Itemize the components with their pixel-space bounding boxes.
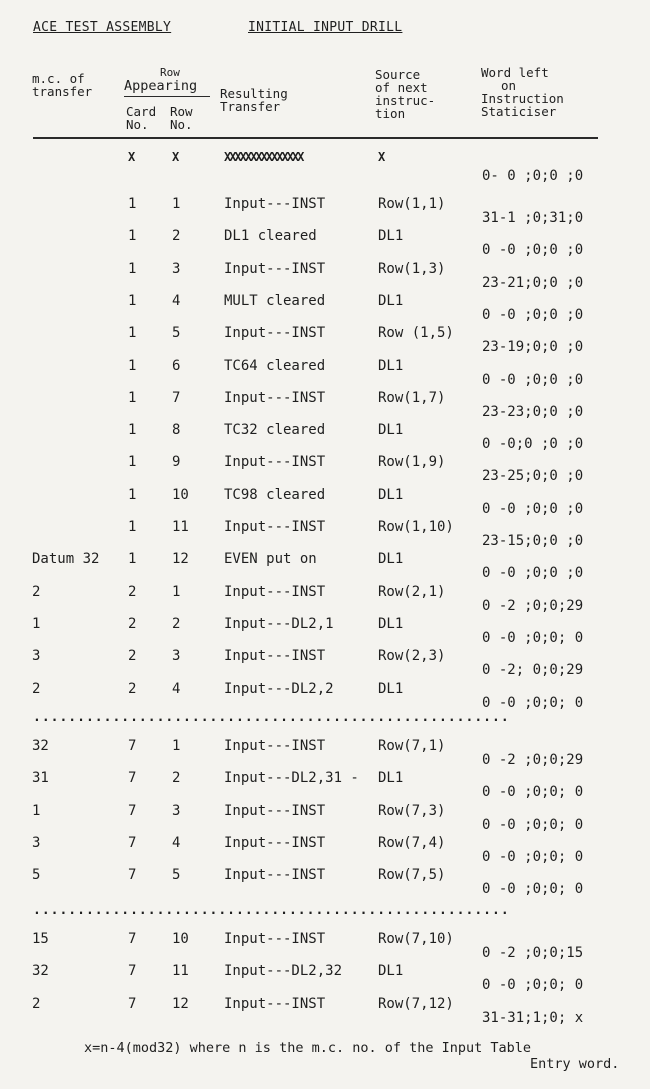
transfer-cell: Input---DL2,1: [224, 615, 334, 632]
source-cell: DL1: [378, 228, 404, 245]
word-cell: 31-31;1;0; x: [482, 1009, 584, 1026]
row-no-cell: 1: [172, 196, 181, 212]
table-row: [0, 931, 650, 963]
transfer-cell: Input---INST: [224, 519, 326, 535]
source-cell: Row(1,7): [378, 389, 446, 406]
row-no-cell: 3: [172, 802, 181, 819]
table-row: [0, 996, 650, 1028]
card-no-cell: 1: [128, 228, 137, 245]
transfer-cell: Input---DL2,32: [224, 963, 343, 980]
footnote: x=n-4(mod32) where n is the m.c. no. of the Input Table Entry word.: [84, 1040, 620, 1072]
transfer-cell: Input---INST: [224, 648, 326, 665]
source-cell: DL1: [378, 486, 404, 503]
source-cell: Row(7,4): [378, 834, 446, 851]
header-word: Word left on Instruction Staticiser: [481, 65, 564, 119]
mc-cell: 15: [32, 931, 49, 947]
mc-cell: 3: [32, 648, 41, 665]
row-no-cell: 1: [172, 583, 181, 600]
card-no-cell: 1: [128, 551, 137, 568]
card-no-cell: 1: [128, 260, 137, 277]
dotted-separator: ......................................................: [33, 710, 510, 725]
card-no-cell: 2: [128, 680, 137, 697]
card-no-cell: 2: [128, 648, 137, 665]
transfer-cell: Input---DL2,2: [224, 680, 334, 697]
transfer-cell: Input---INST: [224, 802, 326, 819]
mc-cell: 1: [32, 802, 41, 819]
source-cell: Row(1,3): [378, 260, 446, 277]
word-cell: 23-23;0;0 ;0: [482, 403, 584, 420]
transfer-cell: TC98 cleared: [224, 486, 326, 503]
header-underline: [124, 96, 210, 97]
word-cell: 0 -0;0 ;0 ;0: [482, 436, 584, 453]
row-no-cell: 6: [172, 357, 181, 374]
word-cell: 0 -0 ;0;0; 0: [482, 977, 584, 994]
header-row-top: Row: [160, 66, 180, 79]
card-no-cell: 1: [128, 389, 137, 406]
mc-cell: 32: [32, 963, 49, 980]
source-cell: Row(1,9): [378, 454, 446, 471]
row-no-cell: 2: [172, 615, 181, 632]
row-no-cell: 4: [172, 292, 181, 309]
card-no-cell: 1: [128, 454, 137, 471]
document-title: ACE TEST ASSEMBLY: [33, 20, 172, 35]
row-no-cell: 11: [172, 519, 189, 535]
table-row: [0, 584, 650, 616]
row-no-cell: 2: [172, 770, 181, 787]
row-no-cell: 9: [172, 454, 181, 471]
card-no-cell: 1: [128, 486, 137, 503]
card-no-cell: 1: [128, 357, 137, 374]
card-no-cell: 7: [128, 770, 137, 787]
transfer-cell: Input---INST: [224, 196, 326, 212]
transfer-cell: Input---INST: [224, 583, 326, 600]
source-cell: DL1: [378, 292, 404, 309]
table-row: [0, 835, 650, 867]
initial-word: 0- 0 ;0;0 ;0: [482, 168, 584, 184]
mc-cell: 5: [32, 867, 41, 884]
source-cell: DL1: [378, 963, 404, 980]
source-cell: Row(7,12): [378, 995, 454, 1012]
word-cell: 0 -0 ;0;0 ;0: [482, 306, 584, 323]
word-cell: 23-19;0;0 ;0: [482, 339, 584, 356]
source-cell: Row(1,10): [378, 519, 454, 535]
transfer-cell: TC32 cleared: [224, 422, 326, 439]
transfer-cell: Input---INST: [224, 931, 326, 947]
document-page: ACE TEST ASSEMBLY INITIAL INPUT DRILL m.c. of transfer Row Appearing Card No. Row No. Resulting Transfer Source of next instruc- tion Word left on Instruction Staticiser X X XXXXXXXXXXXXXXX X 0- 0 ;0;0 ;0 1 1 Input---INST Row(1,1) 31-1 ;0;31;0 1 2 DL1 cleared DL1 0 -0 ;0;0 ;0 1 3 Input---INST Row(1,3) 23-21;0;0 ;0 1 4 MULT cleared DL1 0 -0 ;0;0 ;0 1 5 Input---INST Row (1,5) 23-19;0;0 ;0 1 6 TC64 cleared DL1 0 -0 ;0;0 ;0 1 7 Input---INST Row(1,7) 23-23;0;0 ;0 1 8 TC32 cleared DL1 0 -0;0 ;0 ;0 1 9 Input---INST Row(1,9) 23-25;0;0 ;0 1 10 TC98 cleared DL1 0 -0 ;0;0 ;0 1 11 Input---INST Row(1,10) 23-15;0;0 ;0 Datum 32 1 12 EVEN put on DL1 0 -0 ;0;0 ;0 2 2 1 Input---INST Row(2,1) 0 -2 ;0;0;29 1 2 2 Input---DL2,1 DL1 0 -0 ;0;0; 0 3 2 3 Input---INST Row(2,3) 0 -2; 0;0;29 2 2 4 Input---DL2,2 DL1 0 -0 ;0;0; 0 ...................................................... 32 7 1 Input---INST Row(7,1) 0 -2 ;0;0;29 31 7 2 Input---DL2,31 - DL1 0 -0 ;0;0; 0 1 7 3 Input---INST Row(7,3) 0 -0 ;0;0; 0 3 7 4 Input---INST Row(7,4) 0 -0 ;0;0; 0 5 7 5 Input---INST Row(7,5) 0 -0 ;0;0; 0 ...................................................... 15 7 10 Input---INST Row(7,10) 0 -2 ;0;0;15 32 7 11 Input---DL2,32 DL1 0 -0 ;0;0; 0 2 7 12 Input---INST Row(7,12) 31-31;1;0; x x=n-4(mod32) where n is the m.c. no. of the Input Table Entry word.: [0, 0, 650, 1089]
source-cell: Row(2,1): [378, 583, 446, 600]
row-no-cell: 1: [172, 738, 181, 754]
table-row: [0, 261, 650, 293]
card-no-cell: 7: [128, 995, 137, 1012]
source-cell: DL1: [378, 680, 404, 697]
header-row-no: Row No.: [170, 104, 193, 132]
mc-cell: 1: [32, 615, 41, 632]
header-mc: m.c. of transfer: [32, 71, 93, 99]
word-cell: 0 -0 ;0;0; 0: [482, 848, 584, 865]
transfer-cell: Input---DL2,31 -: [224, 770, 359, 787]
word-cell: 0 -2 ;0;0;29: [482, 752, 584, 768]
word-cell: 23-25;0;0 ;0: [482, 468, 584, 485]
word-cell: 23-15;0;0 ;0: [482, 533, 584, 549]
source-cell: DL1: [378, 422, 404, 439]
transfer-cell: TC64 cleared: [224, 357, 326, 374]
table-row: [0, 519, 650, 551]
row-no-cell: 4: [172, 834, 181, 851]
word-cell: 0 -0 ;0;0 ;0: [482, 500, 584, 517]
source-cell: DL1: [378, 615, 404, 632]
word-cell: 0 -0 ;0;0 ;0: [482, 371, 584, 388]
transfer-cell: DL1 cleared: [224, 228, 317, 245]
table-row: [0, 616, 650, 648]
transfer-cell: Input---INST: [224, 389, 326, 406]
source-cell: DL1: [378, 551, 404, 568]
row-no-cell: 12: [172, 551, 189, 568]
mc-cell: 31: [32, 770, 49, 787]
row-no-cell: 3: [172, 648, 181, 665]
card-no-cell: 7: [128, 867, 137, 884]
card-no-cell: 2: [128, 615, 137, 632]
table-row: [0, 422, 650, 454]
table-row: [0, 454, 650, 486]
transfer-cell: EVEN put on: [224, 551, 317, 568]
row-no-cell: 4: [172, 680, 181, 697]
table-row: [0, 196, 650, 228]
row-no-cell: 5: [172, 325, 181, 342]
card-no-cell: 1: [128, 422, 137, 439]
source-cell: DL1: [378, 770, 404, 787]
table-row: [0, 390, 650, 422]
table-row: [0, 293, 650, 325]
word-cell: 0 -0 ;0;0; 0: [482, 629, 584, 646]
table-row: [0, 228, 650, 260]
table-row: [0, 648, 650, 680]
row-no-cell: 12: [172, 995, 189, 1012]
word-cell: 23-21;0;0 ;0: [482, 274, 584, 291]
source-cell: Row(1,1): [378, 196, 446, 212]
table-row: [0, 738, 650, 770]
card-no-cell: 1: [128, 325, 137, 342]
card-no-cell: 7: [128, 931, 137, 947]
transfer-cell: Input---INST: [224, 454, 326, 471]
mc-cell: 32: [32, 738, 49, 754]
row-no-cell: 2: [172, 228, 181, 245]
card-no-cell: 1: [128, 292, 137, 309]
header-rule: [33, 137, 598, 139]
row-no-cell: 7: [172, 389, 181, 406]
mc-cell: 2: [32, 995, 41, 1012]
word-cell: 0 -0 ;0;0 ;0: [482, 242, 584, 259]
transfer-cell: Input---INST: [224, 325, 326, 342]
table-row: [0, 358, 650, 390]
table-row: [0, 963, 650, 995]
card-no-cell: 1: [128, 196, 137, 212]
card-no-cell: 7: [128, 834, 137, 851]
word-cell: 0 -2 ;0;0;15: [482, 945, 584, 961]
header-appearing: Appearing: [124, 78, 198, 94]
word-cell: 0 -0 ;0;0; 0: [482, 694, 584, 711]
word-cell: 0 -0 ;0;0; 0: [482, 784, 584, 801]
row-no-cell: 10: [172, 486, 189, 503]
card-no-cell: 7: [128, 738, 137, 754]
word-cell: 0 -2; 0;0;29: [482, 662, 584, 679]
row-no-cell: 3: [172, 260, 181, 277]
source-cell: Row(7,5): [378, 867, 446, 884]
card-no-cell: 1: [128, 519, 137, 535]
transfer-cell: Input---INST: [224, 738, 326, 754]
row-no-cell: 10: [172, 931, 189, 947]
word-cell: 0 -0 ;0;0 ;0: [482, 565, 584, 582]
mc-cell: Datum 32: [32, 551, 100, 568]
row-no-cell: 11: [172, 963, 189, 980]
table-row: [0, 681, 650, 713]
row-no-cell: 5: [172, 867, 181, 884]
source-cell: Row(7,3): [378, 802, 446, 819]
word-cell: 0 -0 ;0;0; 0: [482, 816, 584, 833]
header-source: Source of next instruc- tion: [375, 67, 436, 121]
card-no-cell: 7: [128, 802, 137, 819]
table-row: [0, 770, 650, 802]
table-row: [0, 803, 650, 835]
row-no-cell: 8: [172, 422, 181, 439]
mc-cell: 2: [32, 680, 41, 697]
header-card: Card No.: [126, 104, 157, 132]
table-row: [0, 487, 650, 519]
source-cell: DL1: [378, 357, 404, 374]
transfer-cell: MULT cleared: [224, 292, 326, 309]
card-no-cell: 7: [128, 963, 137, 980]
word-cell: 31-1 ;0;31;0: [482, 210, 584, 226]
word-cell: 0 -2 ;0;0;29: [482, 597, 584, 614]
mc-cell: 2: [32, 583, 41, 600]
table-row: [0, 867, 650, 899]
transfer-cell: Input---INST: [224, 834, 326, 851]
source-cell: Row (1,5): [378, 325, 454, 342]
transfer-cell: Input---INST: [224, 260, 326, 277]
source-cell: Row(2,3): [378, 648, 446, 665]
card-no-cell: 2: [128, 583, 137, 600]
transfer-cell: Input---INST: [224, 867, 326, 884]
word-cell: 0 -0 ;0;0; 0: [482, 881, 584, 898]
header-transfer: Resulting Transfer: [220, 86, 288, 114]
dotted-separator: ......................................................: [33, 903, 510, 918]
document-subtitle: INITIAL INPUT DRILL: [248, 20, 403, 35]
mc-cell: 3: [32, 834, 41, 851]
table-row: [0, 325, 650, 357]
source-cell: Row(7,1): [378, 738, 446, 754]
transfer-cell: Input---INST: [224, 995, 326, 1012]
table-row: [0, 551, 650, 583]
source-cell: Row(7,10): [378, 931, 454, 947]
